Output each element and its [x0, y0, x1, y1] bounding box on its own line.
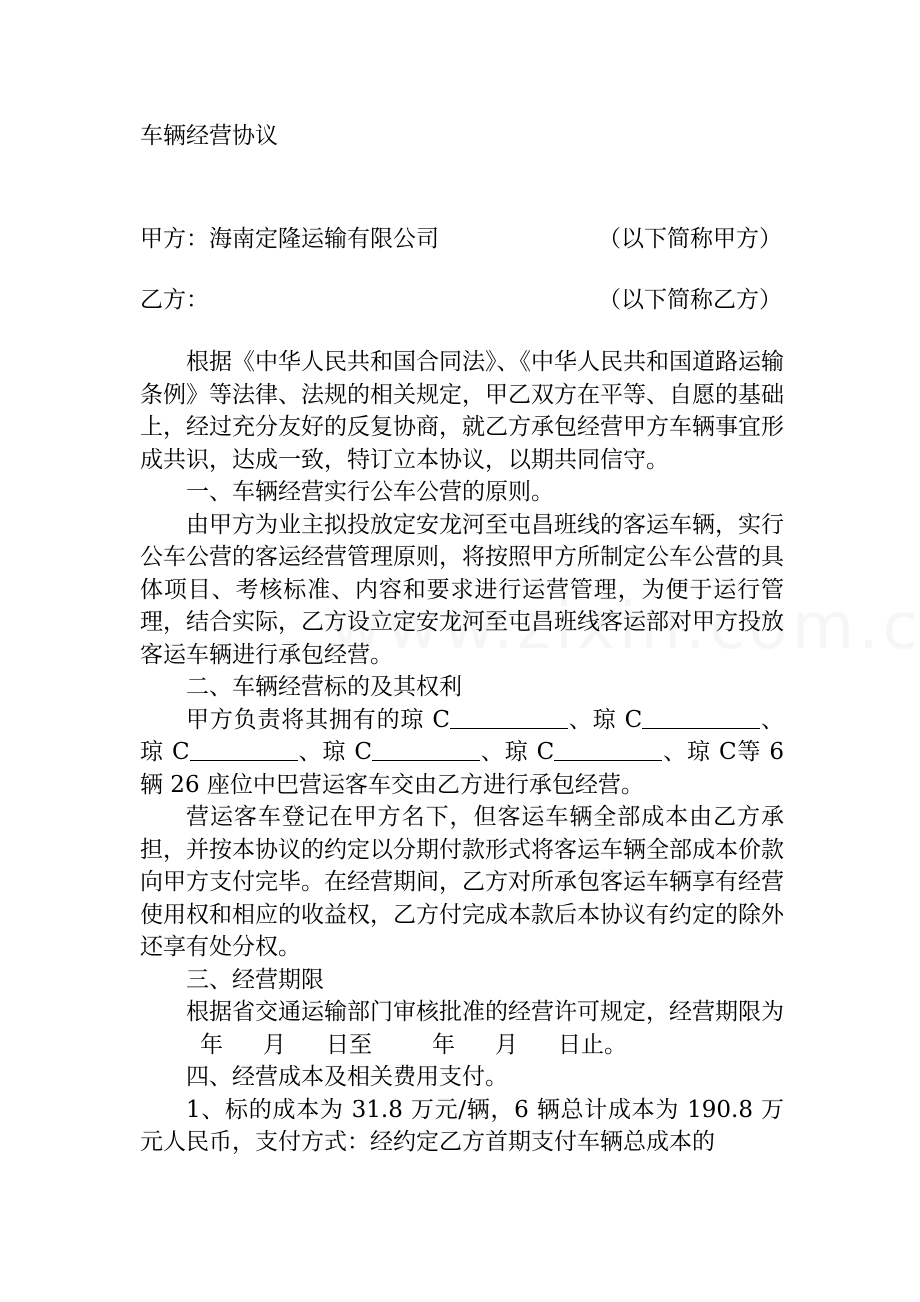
plate-blank-2[interactable]	[642, 704, 760, 729]
party-b-note: （以下简称乙方）	[598, 287, 782, 313]
intro-paragraph: 根据《中华人民共和国合同法》、《中华人民共和国道路运输条例》等法律、法规的相关规定，甲乙双方在平等、自愿的基础上，经过充分友好的反复协商，就乙方承包经营甲方车辆事宜形成共识，达成一致，特订立本协议，以期共同信守。	[140, 349, 784, 473]
section-4-heading: 四、经营成本及相关费用支付。	[186, 1064, 508, 1090]
agreement-body	[140, 346, 784, 1159]
section-2-heading: 二、车辆经营标的及其权利	[186, 674, 462, 700]
section-2-paragraph: 营运客车登记在甲方名下，但客运车辆全部成本由乙方承担，并按本协议的约定以分期付款形式将客运车辆全部成本价款向甲方支付完毕。在经营期间，乙方对所承包客运车辆享有经营使用权和相应的收益权，乙方付完成本款后本协议有约定的除外还享有处分权。	[140, 804, 784, 960]
section-4-item-1: 1、标的成本为 31.8 万元/辆，6 辆总计成本为 190.8 万元人民币，支付方式：经约定乙方首期支付车辆总成本的	[140, 1096, 784, 1155]
party-b-label: 乙方：	[140, 287, 209, 313]
section-1-paragraph: 由甲方为业主拟投放定安龙河至屯昌班线的客运车辆，实行公车公营的客运经营管理原则，将按照甲方所制定公车公营的具体项目、考核标准、内容和要求进行运营管理，为便于运行管理，结合实际，乙方设立定安龙河至屯昌班线客运部对甲方投放客运车辆进行承包经营。	[140, 511, 784, 668]
plates-tail: 等 6 辆 26 座位中巴营运客车交由乙方进行承包经营。	[140, 739, 785, 798]
party-a-note: （以下简称甲方）	[598, 226, 782, 252]
plate-blank-5[interactable]	[554, 736, 662, 761]
section-1-heading: 一、车辆经营实行公车公营的原则。	[186, 479, 554, 505]
plate-blank-3[interactable]	[190, 736, 298, 761]
term-paragraph: 根据省交通运输部门审核批准的经营许可规定，经营期限为年 月 日至 年 月 日止。	[186, 999, 784, 1058]
party-a-label: 甲方：海南定隆运输有限公司	[140, 226, 439, 252]
party-a-row	[140, 222, 782, 256]
term-lead: 根据省交通运输部门审核批准的经营许可规定，经营期限为	[186, 999, 784, 1025]
vehicle-plates-paragraph: 甲方负责将其拥有的琼 C 、琼 C 、琼 C 、琼 C 、琼 C 、琼 C等 6 辆 26 座位中巴营运客车交由乙方进行承包经营。	[140, 704, 784, 802]
plate-blank-4[interactable]	[372, 736, 480, 761]
document-title: 车辆经营协议	[140, 123, 278, 149]
plates-lead: 甲方负责将其拥有的	[186, 706, 401, 733]
section-3-heading: 三、经营期限	[186, 966, 324, 993]
party-b-row	[140, 283, 782, 317]
plate-blank-1[interactable]	[450, 704, 568, 729]
